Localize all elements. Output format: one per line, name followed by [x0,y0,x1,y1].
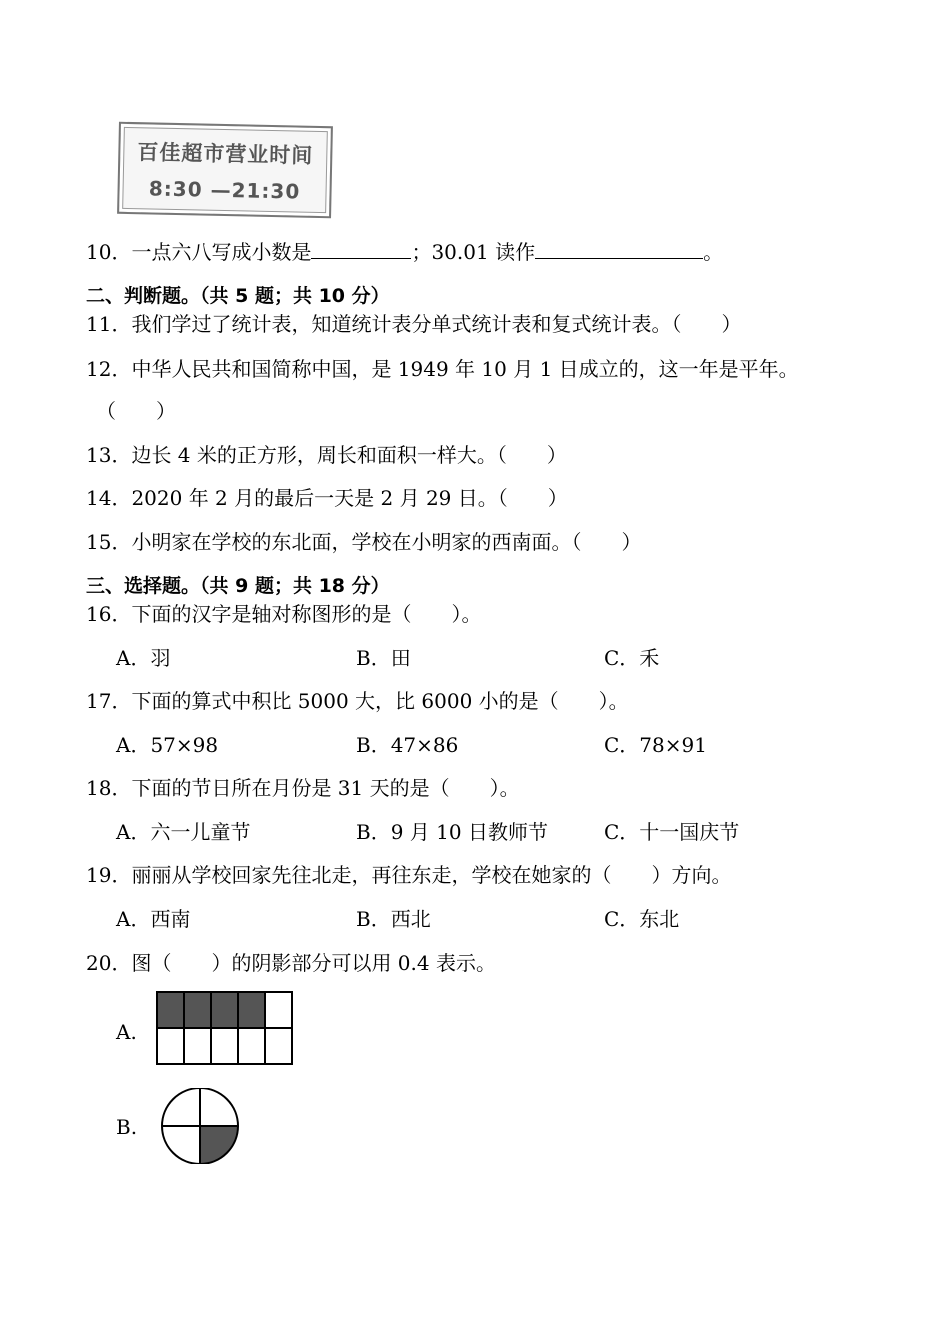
q20-grid-figure [155,990,295,1068]
grid-cells [157,992,292,1064]
grid-cell [157,1028,184,1064]
q17-option-a[interactable]: A．57×98 [116,733,219,757]
question-18: 18．下面的节日所在月份是 31 天的是（ ）。 [86,776,520,800]
section-2-heading: 二、判断题。（共 5 题；共 10 分） [86,285,390,307]
question-10-suffix: 。 [703,240,724,264]
answer-blank-decimal[interactable] [311,240,411,259]
question-13: 13．边长 4 米的正方形，周长和面积一样大。（ ） [86,443,567,467]
question-10-middle: ；30.01 读作 [411,240,536,264]
store-hours-sign [117,122,333,218]
q18-option-c[interactable]: C．十一国庆节 [604,820,740,844]
question-19: 19．丽丽从学校回家先往北走，再往东走，学校在她家的（ ）方向。 [86,863,732,887]
q20-option-b[interactable]: B. [116,1115,138,1139]
sign-hours: 8:30 —21:30 [148,176,301,204]
grid-cell [211,1028,238,1064]
q19-option-a[interactable]: A．西南 [116,907,191,931]
grid-cell [238,992,265,1028]
grid-cell [184,992,211,1028]
q16-option-a[interactable]: A．羽 [116,646,171,670]
q20-circle-figure [158,1088,244,1164]
grid-cell [265,1028,292,1064]
q18-option-a[interactable]: A．六一儿童节 [116,820,251,844]
answer-blank-reading[interactable] [535,240,703,259]
question-15: 15．小明家在学校的东北面，学校在小明家的西南面。（ ） [86,530,642,554]
q17-option-c[interactable]: C．78×91 [604,733,707,757]
grid-cell [265,992,292,1028]
question-17: 17．下面的算式中积比 5000 大，比 6000 小的是（ ）。 [86,689,629,713]
grid-cell [211,992,238,1028]
question-12: 12．中华人民共和国简称中国，是 1949 年 10 月 1 日成立的，这一年是平年。 [86,357,799,381]
q17-option-b[interactable]: B．47×86 [356,733,459,757]
q19-option-c[interactable]: C．东北 [604,907,680,931]
question-11: 11．我们学过了统计表，知道统计表分单式统计表和复式统计表。（ ） [86,312,742,336]
grid-cell [157,992,184,1028]
grid-cell [238,1028,265,1064]
q20-option-a[interactable]: A. [116,1020,137,1044]
q18-option-b[interactable]: B．9 月 10 日教师节 [356,820,548,844]
question-20: 20．图（ ）的阴影部分可以用 0.4 表示。 [86,951,496,975]
q16-option-b[interactable]: B．田 [356,646,411,670]
q19-option-b[interactable]: B．西北 [356,907,431,931]
question-10-prefix: 10．一点六八写成小数是 [86,240,312,264]
q16-option-c[interactable]: C．禾 [604,646,660,670]
question-12-answer: （ ） [96,399,176,423]
sign-title: 百佳超市营业时间 [137,140,314,168]
question-16: 16．下面的汉字是轴对称图形的是（ ）。 [86,602,482,626]
grid-cell [184,1028,211,1064]
section-3-heading: 三、选择题。（共 9 题；共 18 分） [86,575,390,597]
question-14: 14．2020 年 2 月的最后一天是 2 月 29 日。（ ） [86,486,568,510]
question-10 [86,240,723,264]
